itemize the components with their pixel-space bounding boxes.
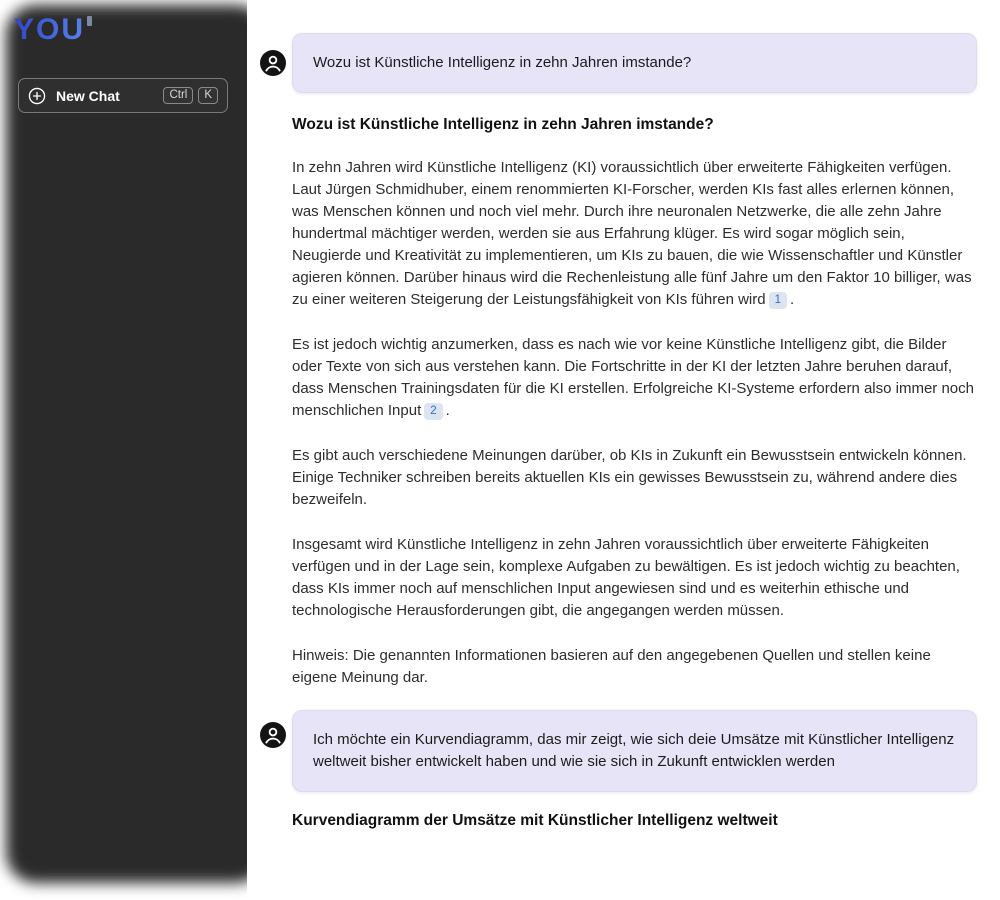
you-logo[interactable] [14, 13, 92, 47]
user-avatar-icon [260, 50, 286, 76]
user-message-row [247, 710, 1000, 792]
paragraph-end: . [790, 291, 795, 308]
paragraph-text: In zehn Jahren wird Künstliche Intelligenz (KI) voraussichtlich über erweiterte Fähigkeiten verfügen. Laut Jürgen Schmidhuber, einem renommierten KI-Forscher, werden KIs fast alles erlernen können, was Menschen können und noch viel mehr. Durch ihre neuronalen Netzwerke, die alle zehn Jahre hundertmal mächtiger werden, werden sie aus Erfahrung klüger. Es wird sogar möglich sein, Neugierde und Kreativität zu implementieren, um KIs zu bauen, die wie Wissenschaftler und Künstler agieren können. Darüber hinaus wird die Rechenleistung alle fünf Jahre um den Faktor 10 billiger, was zu einer weiteren Steigerung der Leistungsfähigkeit von KIs führen wird [292, 159, 972, 308]
answer-paragraph-5: Hinweis: Die genannten Informationen basieren auf den angegebenen Quellen und stellen keine eigene Meinung dar. [292, 647, 931, 686]
chat-panel [247, 0, 1000, 900]
assistant-answer [247, 812, 1000, 830]
user-message-row [247, 33, 1000, 93]
paragraph-text: Es ist jedoch wichtig anzumerken, dass es nach wie vor keine Künstliche Intelligenz gibt, die Bilder oder Texte von sich aus verstehen kann. Die Fortschritte in der KI der letzten Jahre beruhen darauf, dass Menschen Trainingsdaten für die KI erstellen. Erfolgreiche KI-Systeme erfordern also immer noch menschlichen Input [292, 336, 974, 419]
answer-paragraph-3: Es gibt auch verschiedene Meinungen darüber, ob KIs in Zukunft ein Bewusstsein entwickeln können. Einige Techniker schreiben bereits aktuellen KIs ein gewisses Bewusstsein zu, während andere dies bezweifeln. [292, 447, 967, 508]
answer-paragraph-4: Insgesamt wird Künstliche Intelligenz in zehn Jahren voraussichtlich über erweiterte Fähigkeiten verfügen und in der Lage sein, komplexe Aufgaben zu bewältigen. Es ist jedoch wichtig zu beachten, dass KIs immer noch auf menschlichen Input angewiesen sind und es weiterhin ethische und technologische Herausforderungen gibt, die angegangen werden müssen. [292, 536, 960, 619]
new-chat-label: New Chat [56, 87, 120, 104]
citation-badge-1[interactable]: 1 [769, 292, 787, 309]
user-message-bubble: Ich möchte ein Kurvendiagramm, das mir zeigt, wie sich deie Umsätze mit Künstlicher Intelligenz weltweit bisher entwickelt haben und wie sie sich in Zukunft entwicklen werden [292, 710, 977, 792]
logo-superscript-mark [87, 16, 92, 26]
user-avatar-icon [260, 722, 286, 748]
plus-circle-icon [28, 87, 46, 105]
new-chat-button[interactable] [18, 78, 228, 113]
answer-paragraph-2 [292, 334, 977, 422]
assistant-answer [247, 116, 1000, 689]
shortcut-key-k: K [198, 87, 218, 105]
shortcut-key-ctrl: Ctrl [163, 87, 193, 105]
answer-heading: Kurvendiagramm der Umsätze mit Künstlicher Intelligenz weltweit [292, 812, 778, 829]
user-message-bubble: Wozu ist Künstliche Intelligenz in zehn Jahren imstande? [292, 33, 977, 93]
citation-badge-2[interactable]: 2 [424, 403, 442, 420]
sidebar [0, 0, 247, 900]
logo-text: YOU [14, 13, 86, 46]
answer-paragraph-1 [292, 157, 977, 311]
paragraph-end: . [445, 402, 450, 419]
answer-heading: Wozu ist Künstliche Intelligenz in zehn Jahren imstande? [292, 116, 714, 133]
